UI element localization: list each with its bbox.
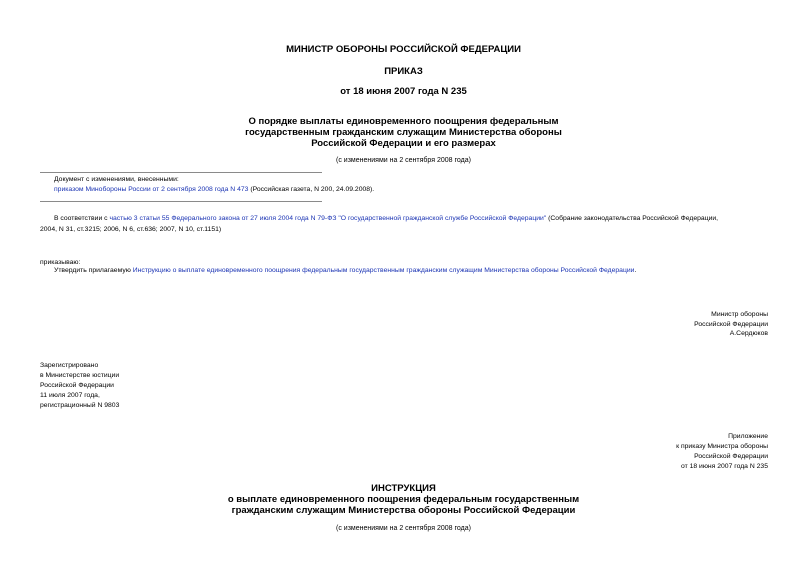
document-title-line-1: О порядке выплаты единовременного поощрения федеральным [248,116,559,127]
document-date-number: от 18 июня 2007 года N 235 [340,86,467,97]
signature-position: Министр обороны [711,311,768,318]
registration-line-2: в Министерстве юстиции [40,372,120,379]
preamble-line-1 [54,214,718,224]
appendix-date-number: от 18 июня 2007 года N 235 [680,463,768,470]
changes-top-rule [40,172,322,173]
signature-name: А.Сердюков [729,330,768,337]
order-text [54,266,636,276]
instruction-subtitle-line-1: о выплате единовременного поощрения федеральным государственным [227,494,580,505]
registration-line-3: Российской Федерации [40,382,114,389]
preamble-suffix: (Собрание законодательства Российской Федерации, [546,215,719,222]
order-suffix: . [634,267,637,274]
instruction-title: ИНСТРУКЦИЯ [371,483,436,494]
appendix-reference: к приказу Министра обороны [676,443,768,450]
preamble-prefix: В соответствии с [54,215,110,222]
signature-country: Российской Федерации [694,321,768,328]
order-prefix: Утвердить прилагаемую [54,267,133,274]
amending-order-link[interactable]: приказом Минобороны России от 2 сентября 2008 года N 473 [54,186,249,193]
instruction-amendments-note: (с изменениями на 2 сентября 2008 года) [336,525,471,532]
changes-entry [54,185,374,195]
instruction-link[interactable]: Инструкцию о выплате единовременного поощрения федеральным государственным гражданским служащим Министерства обороны Российской Федерации [132,267,635,274]
appendix-label: Приложение [728,433,768,440]
preamble-line-2: 2004, N 31, ст.3215; 2006, N 6, ст.636; 2007, N 10, ст.1151) [40,226,222,233]
ministry-heading: МИНИСТР ОБОРОНЫ РОССИЙСКОЙ ФЕДЕРАЦИИ [286,44,521,55]
instruction-subtitle-line-2: гражданским служащим Министерства обороны Российской Федерации [231,505,576,516]
document-type: ПРИКАЗ [384,66,423,77]
registration-line-4: 11 июля 2007 года, [40,392,100,399]
document-title-line-2: государственным гражданским служащим Министерства обороны [245,127,562,138]
appendix-country: Российской Федерации [694,453,768,460]
changes-intro: Документ с изменениями, внесенными: [54,176,179,183]
federal-law-link[interactable]: частью 3 статьи 55 Федерального закона от 27 июля 2004 года N 79-ФЗ "О государственной гражданской службе Российской Федерации" [109,215,547,222]
registration-line-1: Зарегистрировано [40,362,99,369]
order-keyword: приказываю: [40,259,81,266]
document-title-line-3: Российской Федерации и его размерах [311,138,496,149]
changes-bottom-rule [40,201,322,202]
amendments-note: (с изменениями на 2 сентября 2008 года) [336,157,471,164]
changes-source: (Российская газета, N 200, 24.09.2008). [248,186,375,193]
registration-line-5: регистрационный N 9803 [40,402,120,409]
